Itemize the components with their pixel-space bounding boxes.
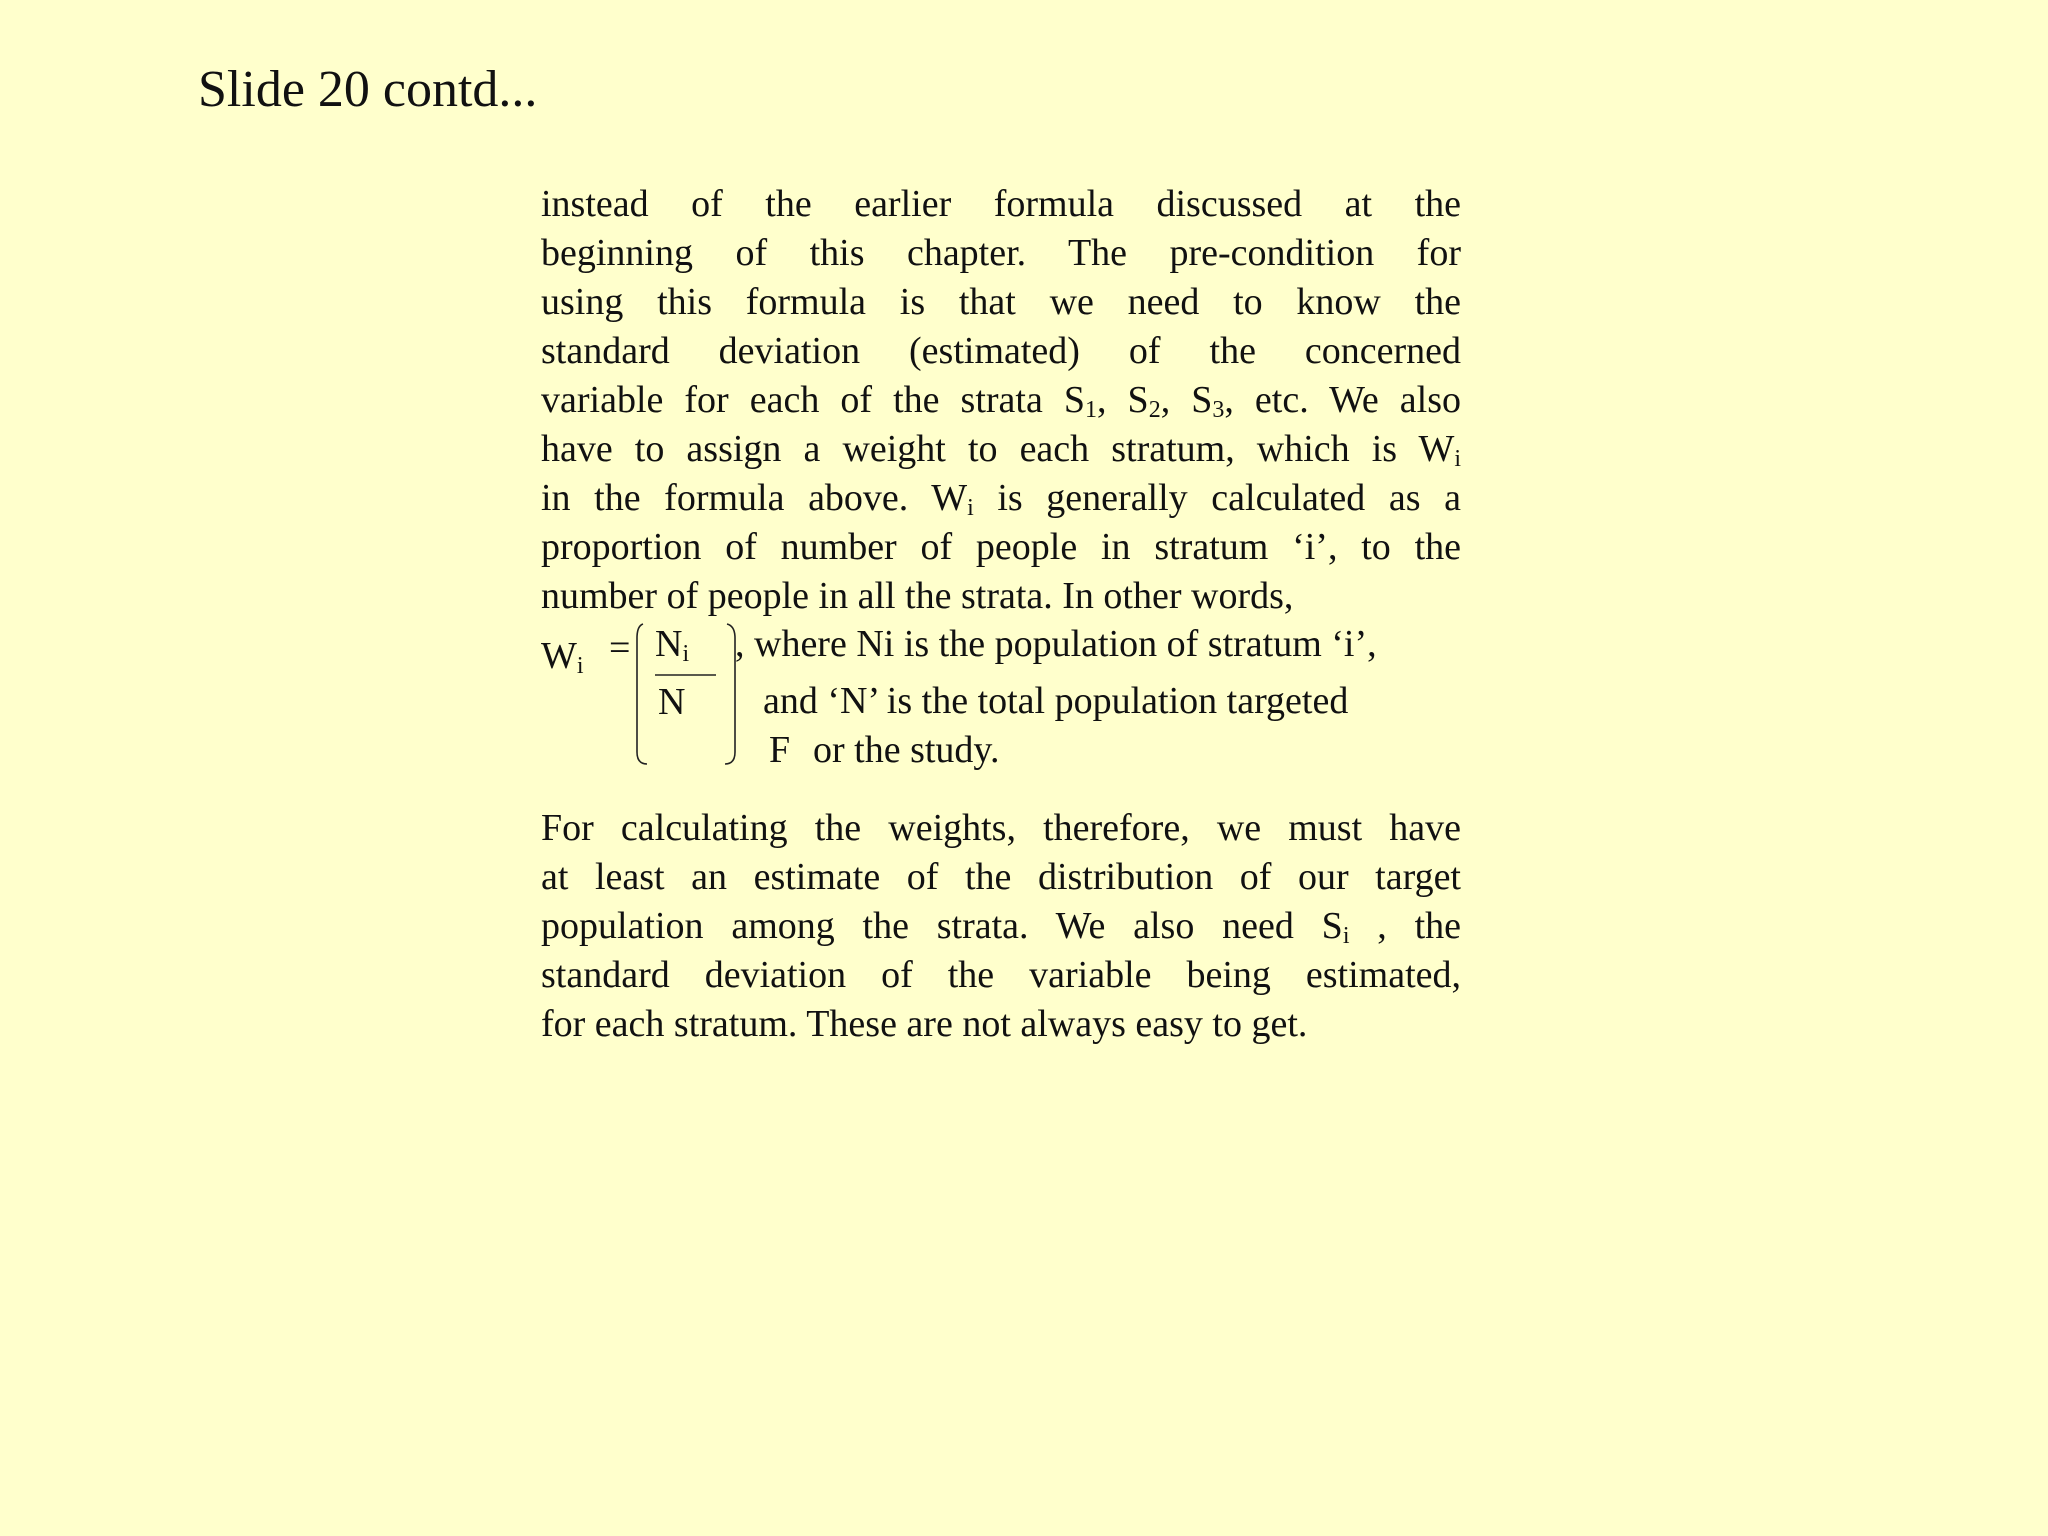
text-line-si: population among the strata. We also need $S_i$ , the [541, 905, 1461, 949]
text-line: For calculating the weights, therefore, we must have [541, 807, 1461, 849]
text-line: instead of the earlier formula discussed at the [541, 183, 1461, 225]
text-line-weight-calc: in the formula above. $W_i$ is generally calculated as a [541, 477, 1461, 521]
text-line: proportion of number of people in stratum ‘i’, to the [541, 526, 1461, 568]
text-line-strata: variable for each of the strata $S_1$, $S_2$, $S_3$, etc. We also [541, 379, 1462, 423]
text-line-weight: have to assign a weight to each stratum, which is $W_i$ [541, 428, 1461, 472]
text-line: using this formula is that we need to know the [541, 281, 1461, 323]
slide-title: Slide 20 contd... [198, 61, 538, 118]
formula-where-line3-letter: F [769, 729, 791, 771]
formula-equals: = [609, 627, 631, 669]
formula-where-line3-rest: or the study. [813, 729, 1000, 771]
text-line: standard deviation of the variable being estimated, [541, 954, 1461, 996]
text-line: standard deviation (estimated) of the concerned [541, 330, 1461, 372]
paragraph-intro [541, 180, 1461, 621]
text-line: beginning of this chapter. The pre-condition for [541, 232, 1461, 274]
formula-lhs: $W_i$ [541, 635, 584, 679]
formula-where-line1: , where Ni is the population of stratum ‘i’, [735, 623, 1377, 665]
paragraph-conclusion [541, 804, 1461, 1049]
formula-numerator: $N_i$ [655, 623, 690, 667]
text-line: at least an estimate of the distribution of our target [541, 856, 1461, 898]
right-bracket-shape [725, 624, 735, 764]
formula-denominator: N [658, 681, 686, 723]
left-bracket-shape [637, 624, 647, 764]
text-line: number of people in all the strata. In other words, [541, 575, 1294, 617]
formula-where-line2: and ‘N’ is the total population targeted [763, 680, 1349, 722]
text-line: for each stratum. These are not always easy to get. [541, 1003, 1308, 1045]
weight-formula [541, 620, 1461, 780]
